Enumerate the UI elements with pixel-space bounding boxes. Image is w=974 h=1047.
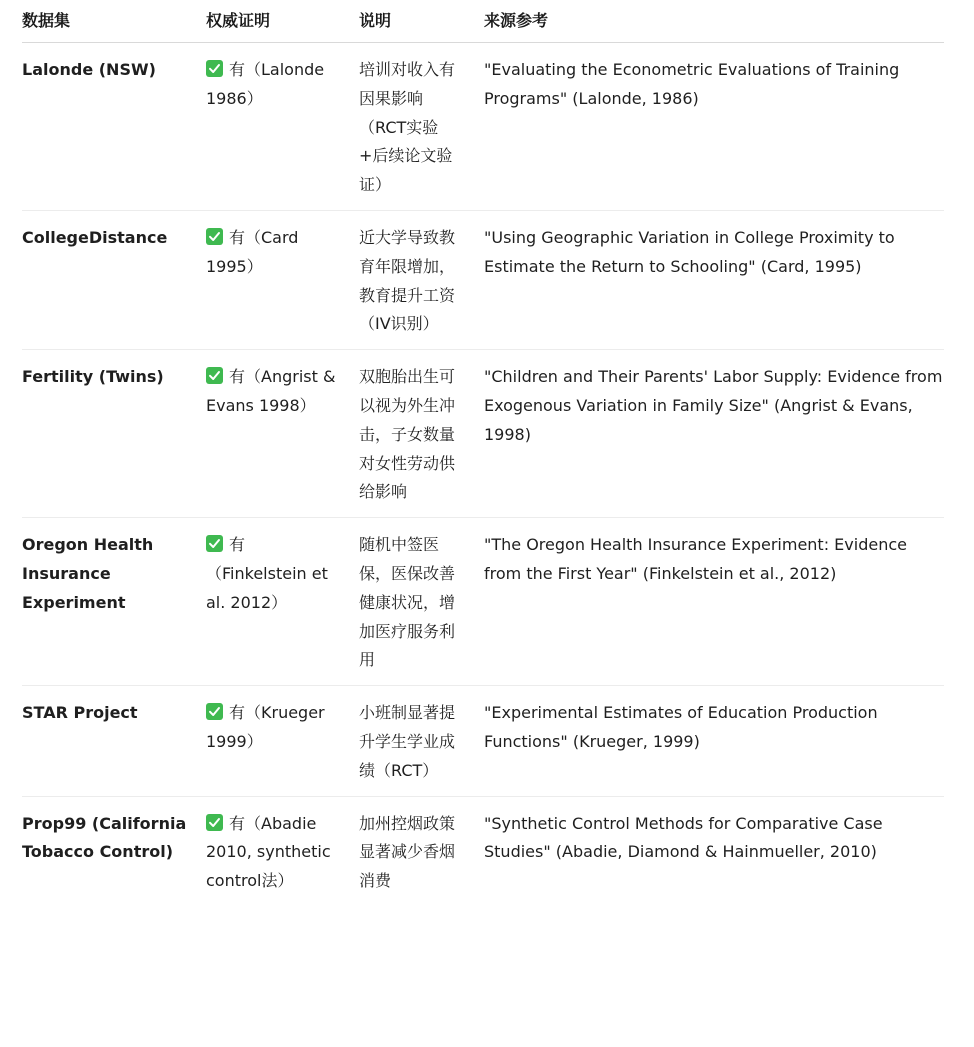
dataset-name: Prop99 (California Tobacco Control): [22, 813, 187, 862]
dataset-name: STAR Project: [22, 686, 206, 796]
table-row: [22, 518, 944, 686]
table-row: [22, 43, 944, 211]
authority-text: 有（Abadie 2010, synthetic control法）: [206, 813, 331, 891]
header-description: 说明: [359, 0, 484, 43]
authority-cell: [206, 350, 359, 518]
dataset-name: CollegeDistance: [22, 210, 206, 349]
authority-cell: [206, 518, 359, 686]
authority-text: 有（Angrist & Evans 1998）: [206, 367, 336, 415]
check-mark-icon: [206, 228, 223, 245]
dataset-name: Oregon Health Insurance Experiment: [22, 518, 206, 686]
check-mark-icon: [206, 367, 223, 384]
check-mark-icon: [206, 703, 223, 720]
header-source: 来源参考: [484, 0, 944, 43]
header-dataset: 数据集: [22, 0, 206, 43]
table-row: [22, 686, 944, 796]
authority-cell: [206, 210, 359, 349]
dataset-name: Fertility (Twins): [22, 350, 206, 518]
description-cell: 培训对收入有因果影响（RCT实验+后续论文验证）: [359, 43, 484, 211]
source-cell: "Using Geographic Variation in College Proximity to Estimate the Return to Schooling" (Card, 1995): [484, 210, 944, 349]
description-cell: 近大学导致教育年限增加，教育提升工资（IV识别）: [359, 210, 484, 349]
table-header-row: [22, 0, 944, 43]
authority-cell: [206, 686, 359, 796]
check-mark-icon: [206, 814, 223, 831]
description-cell: 双胞胎出生可以视为外生冲击，子女数量对女性劳动供给影响: [359, 350, 484, 518]
table-row: [22, 796, 944, 906]
source-cell: "Evaluating the Econometric Evaluations of Training Programs" (Lalonde, 1986): [484, 43, 944, 211]
authority-cell: [206, 43, 359, 211]
table-row: [22, 210, 944, 349]
dataset-name: Lalonde (NSW): [22, 43, 206, 211]
authority-text: 有（Krueger 1999）: [206, 703, 325, 751]
description-cell: 随机中签医保，医保改善健康状况，增加医疗服务利用: [359, 518, 484, 686]
causal-datasets-table: [22, 0, 944, 906]
authority-cell: [206, 796, 359, 906]
check-mark-icon: [206, 535, 223, 552]
source-cell: "Synthetic Control Methods for Comparative Case Studies" (Abadie, Diamond & Hainmueller, 2010): [484, 813, 883, 862]
source-cell: "The Oregon Health Insurance Experiment: Evidence from the First Year" (Finkelstein et al., 2012): [484, 518, 944, 686]
authority-text: 有（Lalonde 1986）: [206, 60, 325, 108]
source-cell: "Children and Their Parents' Labor Supply: Evidence from Exogenous Variation in Family Size" (Angrist & Evans, 1998): [484, 350, 944, 518]
description-cell: 加州控烟政策显著减少香烟消费: [359, 813, 456, 891]
header-authority: 权威证明: [206, 0, 359, 43]
authority-text: 有（Finkelstein et al. 2012）: [206, 535, 328, 612]
source-cell: "Experimental Estimates of Education Production Functions" (Krueger, 1999): [484, 686, 944, 796]
check-mark-icon: [206, 60, 223, 77]
table-row: [22, 350, 944, 518]
description-cell: 小班制显著提升学生学业成绩（RCT）: [359, 686, 484, 796]
authority-text: 有（Card 1995）: [206, 227, 299, 276]
